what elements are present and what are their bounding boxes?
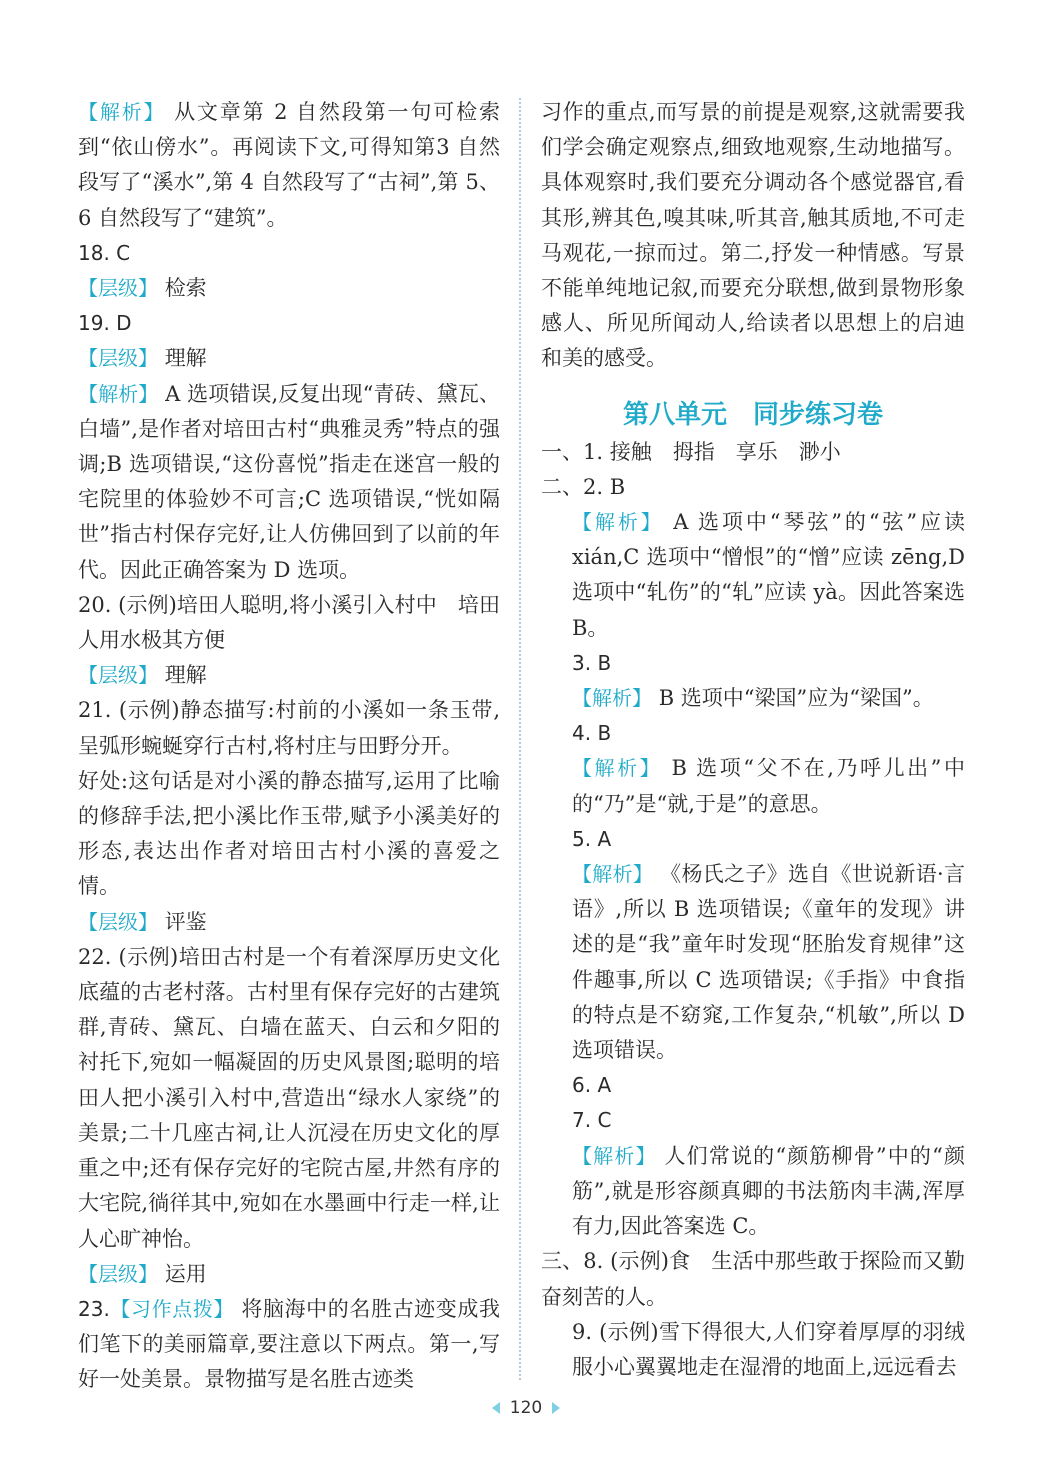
answer-18: 18. C (78, 240, 131, 265)
unit-title: 第八单元 同步练习卷 (622, 399, 883, 430)
section-1-answer: 一、1. 接触 拇指 享乐 渺小 (541, 439, 841, 464)
column-divider (519, 98, 521, 1380)
answer-5: 5. A (572, 826, 612, 851)
page-footer (0, 1398, 1052, 1418)
left-column (78, 95, 500, 1398)
answer-7-analysis: 【解析】 人们常说的“颜筋柳骨”中的“颜筋”,就是形容颜真卿的书法筋肉丰满,浑厚有力,因此答案选 C。 (572, 1143, 965, 1239)
answer-3-analysis: 【解析】 B 选项中“梁国”应为“梁国”。 (572, 686, 934, 711)
section-2-answer: 二、2. B (541, 474, 626, 499)
section-3-answer: 三、8. (示例)食 生活中那些敢于探险而又勤奋刻苦的人。 (541, 1249, 965, 1309)
answer-2-analysis: 【解析】 A 选项中“琴弦”的“弦”应读 xián,C 选项中“憎恨”的“憎”应读 zēng,D 选项中“轧伤”的“轧”应读 yà。因此答案选 B。 (572, 510, 965, 640)
level-tag: 【层级】 (78, 346, 158, 371)
answer-9: 9. (示例)雪下得很大,人们穿着厚厚的羽绒服小心翼翼地走在湿滑的地面上,远远看去 (572, 1319, 965, 1379)
answer-21-benefit: 好处:这句话是对小溪的静态描写,运用了比喻的修辞手法,把小溪比作玉带,赋予小溪美好的形态,表达出作者对培田古村小溪的喜爱之情。 (78, 768, 500, 899)
analysis-tag: 【解析】 (572, 510, 664, 535)
analysis-tag: 【解析】 (572, 686, 652, 711)
analysis-tag: 【解析】 (78, 100, 166, 124)
level-tag: 【层级】 (78, 276, 158, 301)
level-tag: 【层级】 (78, 663, 158, 688)
right-column (541, 95, 965, 1385)
answer-17-analysis: 【解析】 从文章第 2 自然段第一句可检索到“依山傍水”。再阅读下文,可得知第3 自然段写了“溪水”,第 4 自然段写了“古祠”,第 5、6 自然段写了“建筑”。 (78, 100, 500, 230)
answer-20: 20. (示例)培田人聪明,将小溪引入村中 培田人用水极其方便 (78, 592, 500, 653)
answer-23: 23.【习作点拨】 将脑海中的名胜古迹变成我们笔下的美丽篇章,要注意以下两点。第一,写好一处美景。景物描写是名胜古迹类 (78, 1296, 501, 1392)
level-19: 【层级】 理解 (78, 346, 207, 371)
writing-tip-tag: 【习作点拨】 (109, 1296, 235, 1321)
level-18: 【层级】 检索 (78, 276, 207, 301)
level-tag: 【层级】 (78, 1261, 158, 1286)
answer-7: 7. C (572, 1108, 612, 1133)
level-22: 【层级】 运用 (78, 1261, 207, 1286)
analysis-tag: 【解析】 (572, 756, 663, 781)
triangle-left-icon (492, 1402, 500, 1414)
triangle-right-icon (552, 1402, 560, 1414)
answer-4-analysis: 【解析】 B 选项“父不在,乃呼儿出”中的“乃”是“就,于是”的意思。 (572, 756, 965, 816)
answer-23-continued: 习作的重点,而写景的前提是观察,这就需要我们学会确定观察点,细致地观察,生动地描写。具体观察时,我们要充分调动各个感觉器官,看其形,辨其色,嗅其味,听其音,触其质地,不可走马观花,一掠而过。第二,抒发一种情感。写景不能单纯地记叙,而要充分联想,做到景物形象感人、所见所闻动人,给读者以思想上的启迪和美的感受。 (541, 100, 965, 371)
answer-5-analysis: 【解析】 《杨氏之子》选自《世说新语·言语》,所以 B 选项错误;《童年的发现》讲述的是“我”童年时发现“胚胎发育规律”这件趣事,所以 C 选项错误;《手指》中食指的特点是不窈窕,工作复杂,“机敏”,所以 D 选项错误。 (572, 862, 965, 1063)
analysis-tag: 【解析】 (572, 862, 654, 887)
level-20: 【层级】 理解 (78, 663, 207, 688)
page-number: 120 (509, 1398, 543, 1418)
analysis-tag: 【解析】 (78, 381, 159, 406)
answer-6: 6. A (572, 1073, 612, 1098)
answer-22: 22. (示例)培田古村是一个有着深厚历史文化底蕴的古老村落。古村里有保存完好的古建筑群,青砖、黛瓦、白墙在蓝天、白云和夕阳的衬托下,宛如一幅凝固的历史风景图;聪明的培田人把小溪引入村中,营造出“绿水人家绕”的美景;二十几座古祠,让人沉浸在历史文化的厚重之中;还有保存完好的宅院古屋,井然有序的大宅院,徜徉其中,宛如在水墨画中行走一样,让人心旷神怡。 (78, 944, 500, 1251)
answer-21: 21. (示例)静态描写:村前的小溪如一条玉带,呈弧形蜿蜒穿行古村,将村庄与田野分开。 (78, 698, 500, 758)
answer-19-analysis: 【解析】 A 选项错误,反复出现“青砖、黛瓦、白墙”,是作者对培田古村“典雅灵秀”特点的强调;B 选项错误,“这份喜悦”指走在迷宫一般的宅院里的体验妙不可言;C 选项错误,“恍如隔世”指古村保存完好,让人仿佛回到了以前的年代。因此正确答案为 D 选项。 (78, 381, 500, 582)
answer-4: 4. B (572, 721, 612, 746)
analysis-tag: 【解析】 (572, 1143, 657, 1168)
level-tag: 【层级】 (78, 909, 158, 934)
level-21: 【层级】 评鉴 (78, 909, 207, 934)
answer-19: 19. D (78, 311, 132, 336)
answer-3: 3. B (572, 650, 612, 675)
